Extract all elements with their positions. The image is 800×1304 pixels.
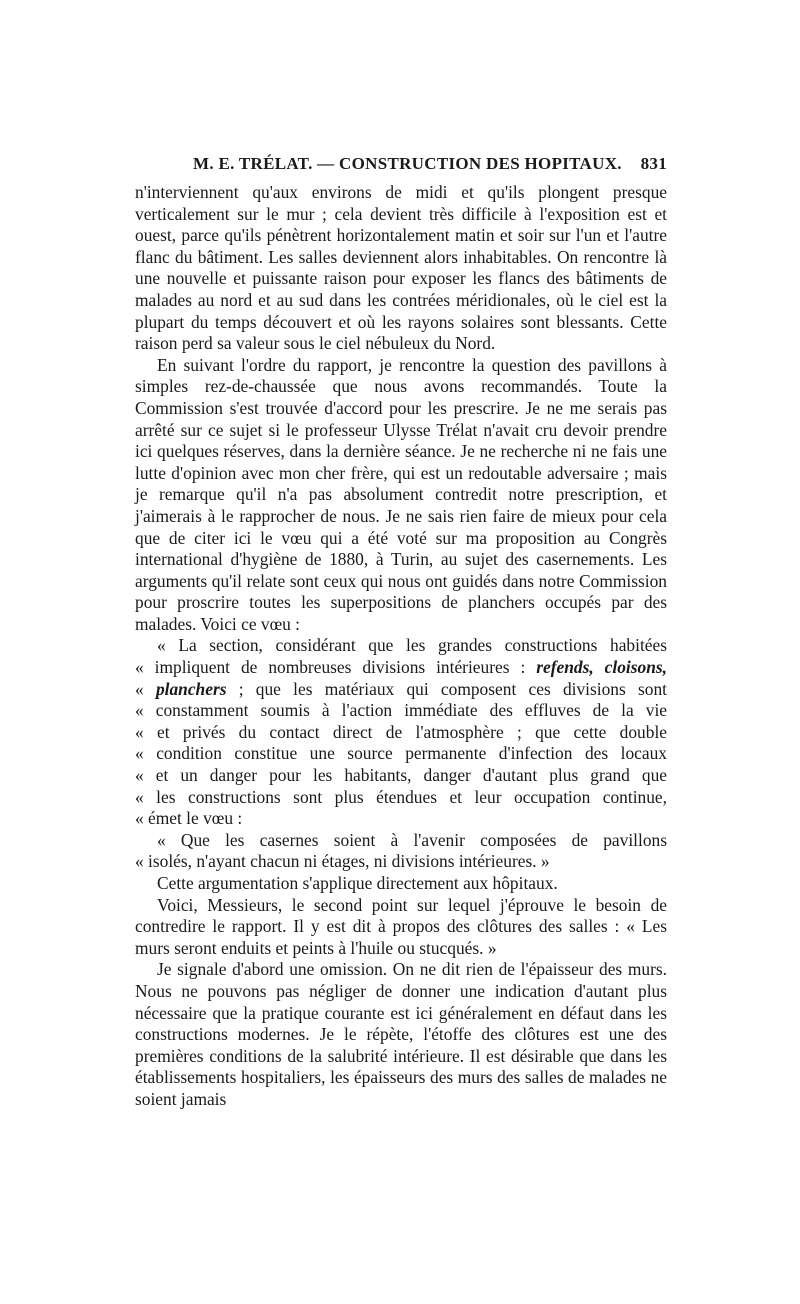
quote-emphasis: planchers [155, 678, 227, 699]
quote-line [135, 679, 667, 701]
quoted-resolution-voeu [135, 830, 667, 873]
quote-line [135, 657, 667, 679]
quote-text: ; que les matériaux qui composent ces divisions sont [226, 678, 667, 699]
paragraph-second-point: Voici, Messieurs, le second point sur lequel j'éprouve le besoin de contredire le rapport. Il y est dit à propos des clôtures des salles : « Les murs seront enduits et peints à l'huile ou stucqués. » [135, 894, 667, 958]
quote-line: « les constructions sont plus étendues et leur occupation continue, [135, 786, 667, 807]
running-title: M. E. TRÉLAT. — CONSTRUCTION DES HOPITAUX. [193, 154, 622, 173]
paragraph-continuation: n'interviennent qu'aux environs de midi et qu'ils plongent presque verticalement sur le mur ; cela devient très difficile à l'exposition est et ouest, parce qu'ils pénètrent horizontalement matin et soir sur l'un et l'autre flanc du bâtiment. Les salles deviennent alors inhabitables. On rencontre là une nouvelle et puissante raison pour exposer les flancs des bâtiments de malades au nord et au sud dans les contrées méridionales, où le ciel est la plupart du temps découvert et où les rayons solaires sont blessants. Cette raison perd sa valeur sous le ciel nébuleux du Nord. [135, 182, 667, 354]
quote-text: « impliquent de nombreuses divisions intérieures : [135, 657, 537, 678]
quote-line: « et un danger pour les habitants, danger d'autant plus grand que [135, 765, 667, 786]
quoted-resolution-considerant [135, 635, 667, 829]
quote-line: « isolés, n'ayant chacun ni étages, ni divisions intérieures. » [135, 851, 550, 872]
body-text [135, 182, 667, 1111]
quote-line: « émet le vœu : [135, 808, 243, 829]
quote-line: « constamment soumis à l'action immédiate des effluves de la vie [135, 700, 667, 721]
running-head [135, 150, 667, 176]
paragraph-omission: Je signale d'abord une omission. On ne dit rien de l'épaisseur des murs. Nous ne pouvons pas négliger de donner une indication d'autant plus nécessaire que la pratique courante est ici généralement en défaut dans les constructions modernes. Je le répète, l'étoffe des clôtures est une des premières conditions de la salubrité intérieure. Il est désirable que dans les établissements hospitaliers, les épaisseurs des murs des salles de malades ne soient jamais [135, 959, 667, 1109]
paragraph-pavillons: En suivant l'ordre du rapport, je rencontre la question des pavillons à simples rez-de-chaussée que nous avons recommandés. Toute la Commission s'est trouvée d'accord pour les prescrire. Je ne me serais pas arrêté sur ce sujet si le professeur Ulysse Trélat n'avait cru devoir prendre ici quelques réserves, dans la dernière séance. Je ne recherche ni ne fais une lutte d'opinion avec mon cher frère, qui est un redoutable adversaire ; mais je remarque qu'il n'a pas absolument contredit notre prescription, et j'aimerais à le rapprocher de nous. Je ne sais rien faire de mieux pour cela que de citer ici le vœu qui a été voté sur ma proposition au Congrès international d'hygiène de 1880, à Turin, au sujet des casernements. Les arguments qu'il relate sont ceux qui nous ont guidés dans notre Commission pour proscrire toutes les superpositions de planchers occupés par des malades. Voici ce vœu : [135, 354, 667, 634]
book-page [135, 150, 667, 1111]
quote-line: « Que les casernes soient à l'avenir composées de pavillons [157, 829, 667, 850]
quote-text: « [135, 678, 156, 699]
quote-line: « condition constitue une source permanente d'infection des locaux [135, 743, 667, 764]
quote-emphasis: refends, cloisons, [536, 657, 667, 678]
page-number: 831 [640, 154, 667, 173]
quote-line: « La section, considérant que les grandes constructions habitées [157, 635, 667, 656]
paragraph-argumentation: Cette argumentation s'applique directement aux hôpitaux. [157, 873, 558, 893]
quote-line: « et privés du contact direct de l'atmosphère ; que cette double [135, 721, 667, 742]
